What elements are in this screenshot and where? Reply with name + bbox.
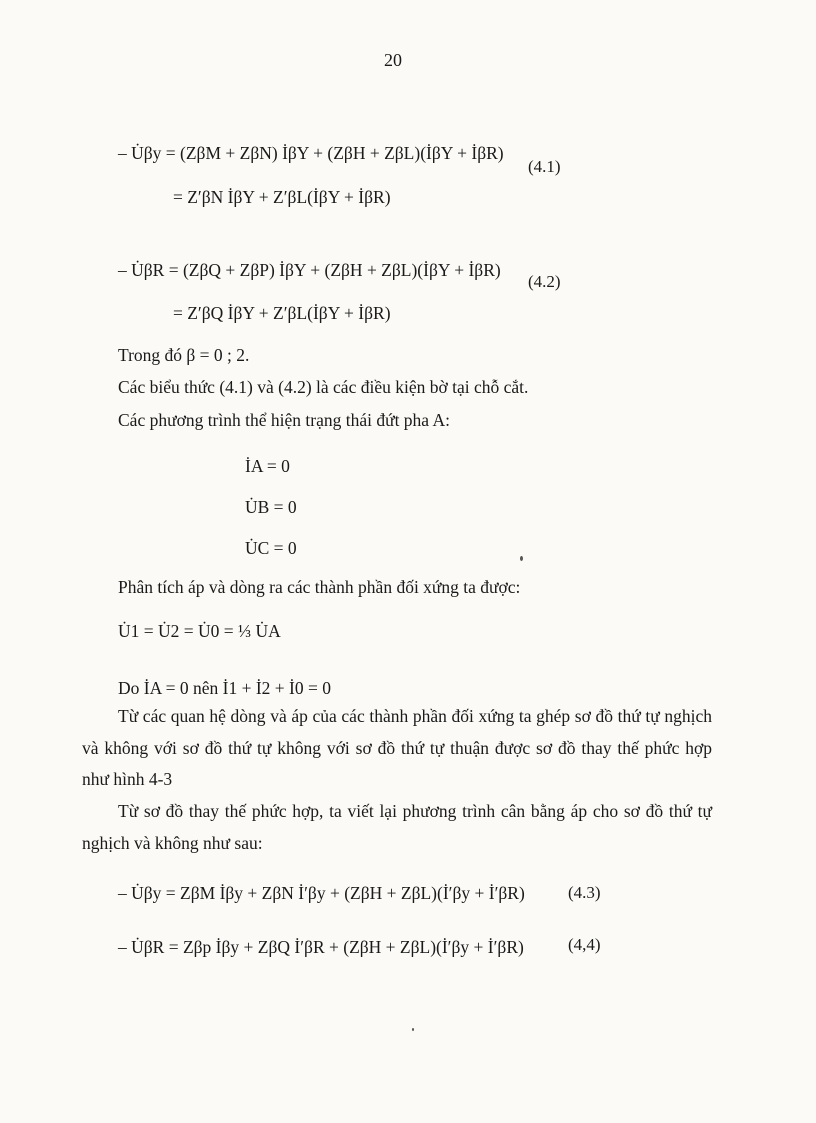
paragraph-balance-equations: Từ sơ đồ thay thế phức hợp, ta viết lại phương trình cân bằng áp cho sơ đồ thứ tự nghịch và không như sau:: [82, 801, 712, 853]
beta-values-text: Trong đó β = 0 ; 2.: [118, 345, 250, 365]
equation-4-2-line-1: – U̇βR = (ZβQ + ZβP) İβY + (ZβH + ZβL)(İβY + İβR): [118, 260, 501, 280]
condition-ub: U̇B = 0: [245, 497, 297, 517]
boundary-conditions-text: Các biểu thức (4.1) và (4.2) là các điều kiện bờ tại chỗ cắt.: [118, 377, 529, 397]
decompose-intro-text: Phân tích áp và dòng ra các thành phần đối xứng ta được:: [118, 577, 521, 597]
equation-4-1-number: (4.1): [528, 157, 561, 176]
paragraph-combined-diagram: Từ các quan hệ dòng và áp của các thành phần đối xứng ta ghép sơ đồ thứ tự nghịch và không với sơ đồ thứ tự không với sơ đồ thứ tự thuận được sơ đồ thay thế phức hợp như hình 4-3: [82, 706, 712, 789]
condition-uc: U̇C = 0: [245, 538, 297, 558]
scan-speck: [412, 1028, 414, 1031]
equation-4-4: – U̇βR = Zβp İβy + ZβQ İ′βR + (ZβH + ZβL)(İ′βy + İ′βR): [118, 937, 524, 957]
page-number: 20: [384, 50, 402, 70]
equation-4-3: – U̇βy = ZβM İβy + ZβN İ′βy + (ZβH + ZβL)(İ′βy + İ′βR): [118, 883, 525, 903]
equation-4-1-line-2: = Z′βN İβY + Z′βL(İβY + İβR): [173, 187, 391, 207]
equation-4-2-line-2: = Z′βQ İβY + Z′βL(İβY + İβR): [173, 303, 391, 323]
phase-open-intro-text: Các phương trình thể hiện trạng thái đứt pha A:: [118, 410, 450, 430]
scan-speck: [520, 556, 523, 561]
condition-ia: İA = 0: [245, 456, 290, 476]
current-sum-equation: Do İA = 0 nên İ1 + İ2 + İ0 = 0: [118, 678, 331, 698]
equation-4-3-number: (4.3): [568, 883, 601, 902]
equation-4-2-number: (4.2): [528, 272, 561, 291]
symmetrical-components-equation: U̇1 = U̇2 = U̇0 = ⅓ U̇A: [118, 621, 281, 641]
equation-4-4-number: (4,4): [568, 935, 601, 954]
equation-4-1-line-1: – U̇βy = (ZβM + ZβN) İβY + (ZβH + ZβL)(İβY + İβR): [118, 143, 504, 163]
